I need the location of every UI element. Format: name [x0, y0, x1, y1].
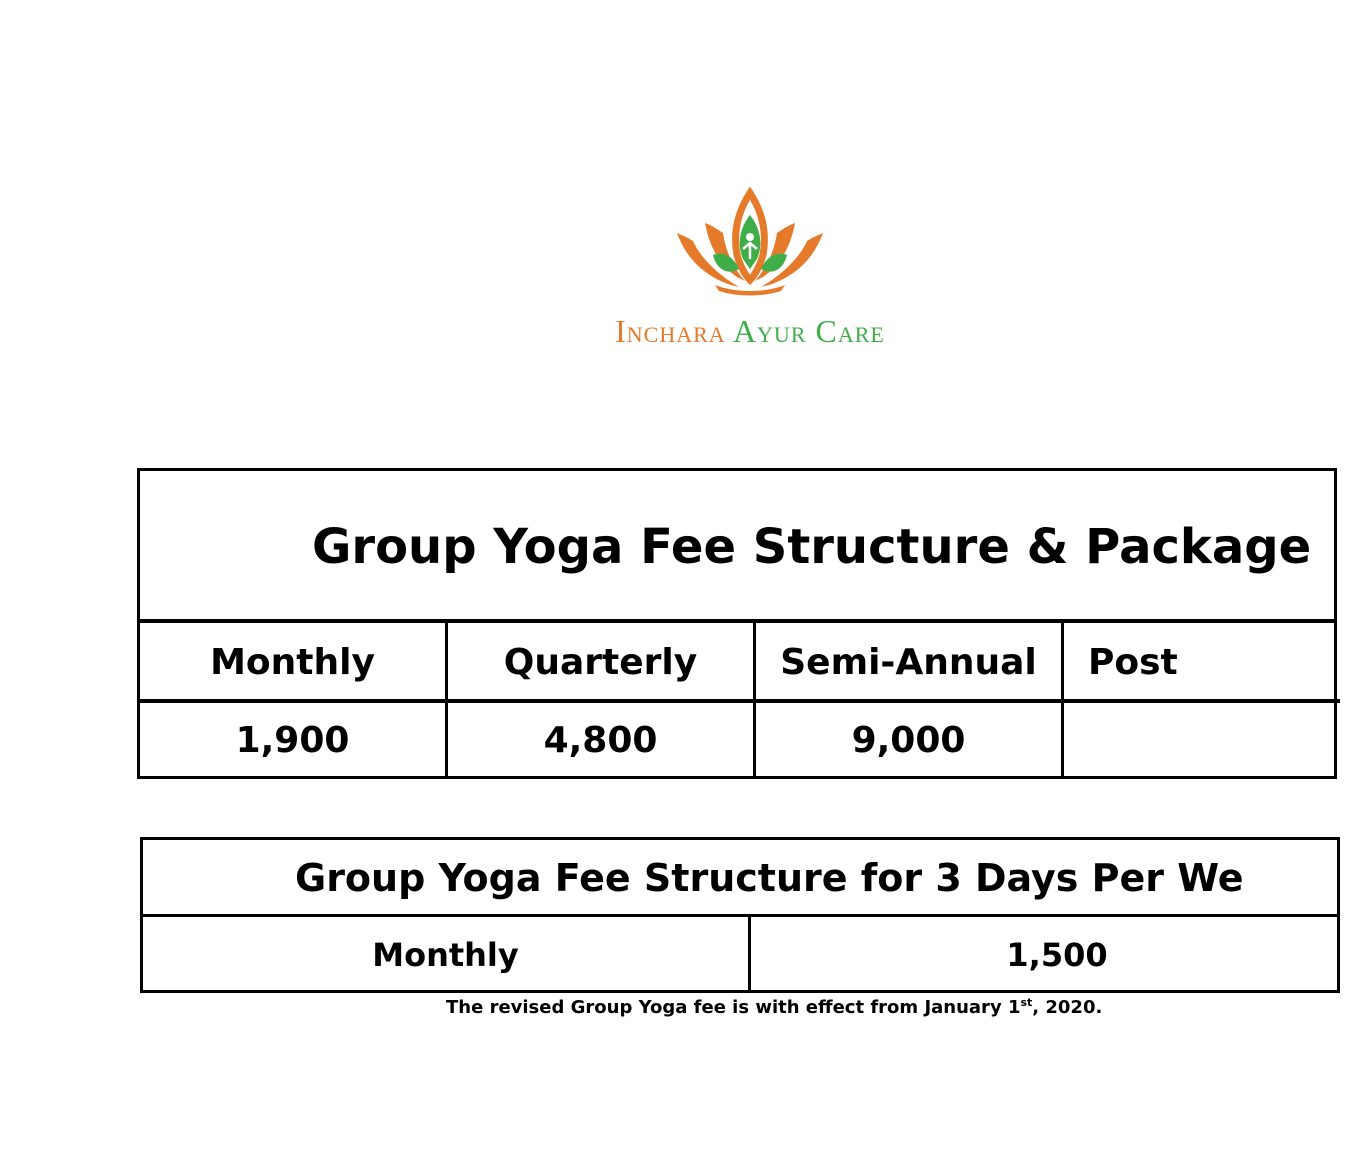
header-monthly: Monthly — [140, 623, 448, 703]
three-days-monthly-value: 1,500 — [1006, 936, 1108, 974]
fee-structure-table — [137, 468, 1337, 779]
brand-name-part2: Ayur Care — [732, 313, 885, 349]
value-monthly: 1,900 — [140, 703, 448, 779]
note-text: The revised Group Yoga fee is with effect from January 1 — [446, 997, 1021, 1018]
value-post — [1064, 703, 1340, 779]
header-semi-annual: Semi-Annual — [756, 623, 1064, 703]
fee-table-title: Group Yoga Fee Structure & Package — [140, 471, 1334, 623]
value-quarterly: 4,800 — [448, 703, 756, 779]
brand-name — [560, 313, 940, 350]
effective-date-note — [446, 996, 1102, 1018]
header-quarterly: Quarterly — [448, 623, 756, 703]
three-days-fee-table — [140, 837, 1340, 993]
three-days-table-title: Group Yoga Fee Structure for 3 Days Per We — [143, 840, 1337, 917]
brand-logo — [560, 185, 940, 360]
note-superscript: st — [1020, 996, 1033, 1009]
lotus-yoga-icon — [675, 185, 825, 300]
note-text-end: , 2020. — [1032, 997, 1103, 1018]
value-semi-annual: 9,000 — [756, 703, 1064, 779]
brand-name-part1: Inchara — [615, 313, 726, 349]
three-days-monthly-label: Monthly — [143, 917, 751, 993]
header-post: Post — [1064, 623, 1340, 703]
